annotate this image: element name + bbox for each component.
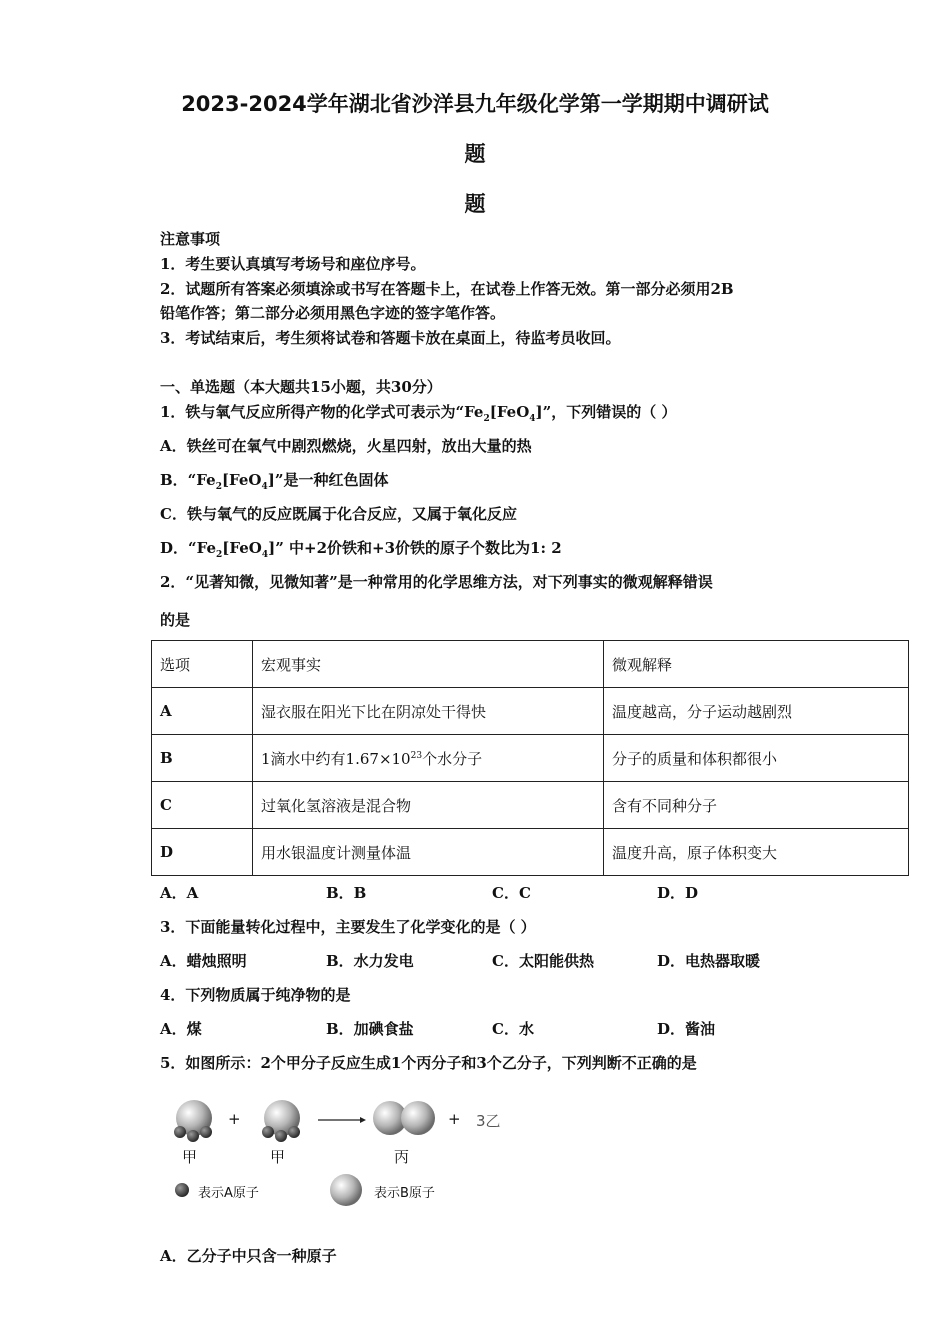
table-row — [152, 782, 909, 829]
q4-stem: 4．下列物质属于纯净物的是 — [160, 986, 351, 1004]
table-cell-option: A — [152, 688, 253, 735]
q1-stem: 1．铁与氧气反应所得产物的化学式可表示为“$Fe_2[FeO_4]$”，下列错误的（ ） — [160, 403, 677, 424]
notice-item: 铅笔作答；第二部分必须用黑色字迹的签字笔作答。 — [160, 304, 506, 322]
q3-stem: 3．下面能量转化过程中，主要发生了化学变化的是（ ） — [160, 918, 536, 936]
table-cell-fact: 过氧化氢溶液是混合物 — [253, 782, 604, 829]
table-cell-fact: 1滴水中约有$1.67\times 10^{23}$个水分子 — [253, 735, 604, 782]
plus-sign: + — [228, 1110, 241, 1128]
table-cell-explain: 分子的质量和体积都很小 — [604, 735, 909, 782]
exam-title-line3: 题 — [464, 192, 486, 216]
notice-heading: 注意事项 — [160, 230, 221, 248]
molecule-bing — [373, 1101, 435, 1135]
legend-b-text: 表示B原子 — [374, 1186, 435, 1201]
label-bing: 丙 — [394, 1148, 410, 1166]
table-row — [152, 735, 909, 782]
table-header: 微观解释 — [604, 641, 909, 688]
table-cell-option: D — [152, 829, 253, 876]
table-cell-explain: 温度越高，分子运动越剧烈 — [604, 688, 909, 735]
table-cell-fact: 湿衣服在阳光下比在阴凉处干得快 — [253, 688, 604, 735]
notice-item: 3．考试结束后，考生须将试卷和答题卡放在桌面上，待监考员收回。 — [160, 329, 621, 347]
table-cell-option: B — [152, 735, 253, 782]
legend-a-text: 表示A原子 — [198, 1186, 259, 1201]
q2-stem-line1: 2．“见著知微，见微知著”是一种常用的化学思维方法，对下列事实的微观解释错误 — [160, 573, 713, 591]
q3-option-b: B．水力发电 — [326, 952, 414, 970]
q3-option-c: C．太阳能供热 — [492, 952, 594, 970]
molecule-jia-1 — [174, 1100, 212, 1142]
q3-option-a: A．蜡烛照明 — [160, 952, 247, 970]
q5-reaction-diagram — [160, 1092, 540, 1212]
table-cell-explain: 温度升高，原子体积变大 — [604, 829, 909, 876]
molecule-jia-2 — [262, 1100, 300, 1142]
notice-item: 2．试题所有答案必须填涂或书写在答题卡上，在试卷上作答无效。第一部分必须用2B — [160, 280, 734, 298]
q4-option-c: C．水 — [492, 1020, 534, 1038]
table-row — [152, 688, 909, 735]
q2-option-b: B．B — [326, 884, 367, 902]
table-header-row — [152, 641, 909, 688]
exam-title-line2: 题 — [464, 142, 486, 166]
table-header: 选项 — [152, 641, 253, 688]
section-heading: 一、单选题（本大题共15小题，共30分） — [160, 378, 442, 396]
product-yi-label: 3乙 — [476, 1112, 501, 1130]
q2-table — [151, 640, 909, 876]
q2-option-d: D．D — [657, 884, 699, 902]
q4-option-d: D．酱油 — [657, 1020, 716, 1038]
table-header: 宏观事实 — [253, 641, 604, 688]
table-cell-option: C — [152, 782, 253, 829]
q2-option-c: C．C — [492, 884, 531, 902]
reaction-arrow — [318, 1117, 366, 1123]
q2-option-a: A．A — [160, 884, 199, 902]
q1-option-a: A．铁丝可在氧气中剧烈燃烧，火星四射，放出大量的热 — [160, 437, 532, 455]
label-jia: 甲 — [270, 1148, 286, 1166]
exam-title-line1: 2023-2024学年湖北省沙洋县九年级化学第一学期期中调研试 — [181, 92, 769, 116]
q1-option-b: B．“$Fe_2[FeO_4]$”是一种红色固体 — [160, 471, 389, 492]
label-jia: 甲 — [182, 1148, 198, 1166]
q5-stem: 5．如图所示：2个甲分子反应生成1个丙分子和3个乙分子，下列判断不正确的是 — [160, 1054, 697, 1072]
q4-option-b: B．加碘食盐 — [326, 1020, 414, 1038]
q1-option-d: D．“$Fe_2[FeO_4]$” 中+2价铁和+3价铁的原子个数比为1: 2 — [160, 539, 562, 560]
plus-sign: + — [448, 1110, 461, 1128]
notice-item: 1．考生要认真填写考场号和座位序号。 — [160, 255, 426, 273]
table-cell-fact: 用水银温度计测量体温 — [253, 829, 604, 876]
table-row — [152, 829, 909, 876]
q3-option-d: D．电热器取暖 — [657, 952, 761, 970]
q4-option-a: A．煤 — [160, 1020, 202, 1038]
q5-option-a: A．乙分子中只含一种原子 — [160, 1247, 337, 1265]
q1-option-c: C．铁与氧气的反应既属于化合反应，又属于氧化反应 — [160, 505, 517, 523]
q2-stem-line2: 的是 — [160, 611, 191, 629]
table-cell-explain: 含有不同种分子 — [604, 782, 909, 829]
legend-b-atom-icon — [330, 1174, 362, 1206]
legend-a-atom-icon — [175, 1183, 189, 1197]
